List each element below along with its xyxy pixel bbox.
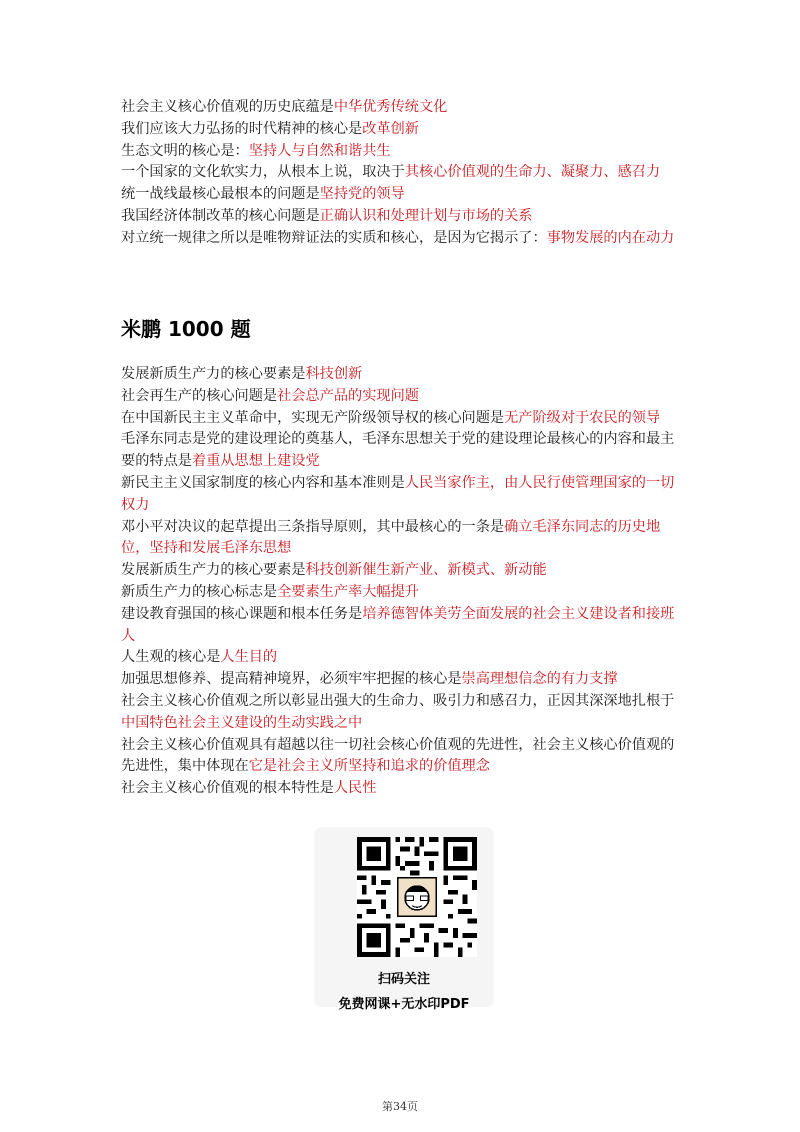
line-highlight: 事物发展的内在动力 xyxy=(546,229,675,246)
text-line xyxy=(121,119,681,141)
line-highlight: 它是社会主义所坚持和追求的价值理念 xyxy=(248,758,490,775)
text-line xyxy=(121,735,681,779)
line-highlight: 培养德智体美劳全面发展的社会主义建设者和接班人 xyxy=(121,605,675,644)
line-text: 对立统一规律之所以是唯物辩证法的实质和核心，是因为它揭示了： xyxy=(121,229,547,246)
line-highlight: 无产阶级对于农民的领导 xyxy=(504,409,661,426)
line-text: 建设教育强国的核心课题和根本任务是 xyxy=(121,605,363,622)
text-line xyxy=(121,669,681,691)
line-highlight: 人民性 xyxy=(333,780,377,797)
section-one-lines xyxy=(121,97,681,250)
line-highlight: 崇高理想信念的有力支撑 xyxy=(461,671,618,688)
line-highlight: 中国特色社会主义建设的生动实践之中 xyxy=(121,714,363,731)
text-line xyxy=(121,97,681,119)
text-line xyxy=(121,429,681,473)
line-text: 新民主主义国家制度的核心内容和基本准则是 xyxy=(121,474,405,491)
text-line xyxy=(121,560,681,582)
line-text: 社会主义核心价值观之所以彰显出强大的生命力、吸引力和感召力，正因其深深地扎根于 xyxy=(121,692,675,709)
line-text: 社会再生产的核心问题是 xyxy=(121,387,278,404)
line-highlight: 坚持党的领导 xyxy=(319,186,405,203)
text-line xyxy=(121,408,681,430)
qr-code-icon[interactable] xyxy=(357,837,477,957)
line-text: 在中国新民主主义革命中，实现无产阶级领导权的核心问题是 xyxy=(121,409,505,426)
line-highlight: 中华优秀传统文化 xyxy=(333,99,448,115)
line-text: 统一战线最核心最根本的问题是 xyxy=(121,186,320,203)
line-text: 我们应该大力弘扬的时代精神的核心是 xyxy=(121,120,363,137)
text-line xyxy=(121,228,681,250)
line-highlight: 全要素生产率大幅提升 xyxy=(277,583,419,600)
line-highlight: 坚持人与自然和谐共生 xyxy=(248,142,391,159)
line-text: 一个国家的文化软实力，从根本上说，取决于 xyxy=(121,164,405,181)
line-highlight: 人生目的 xyxy=(220,649,278,666)
text-line xyxy=(121,604,681,648)
line-text: 加强思想修养、提高精神境界，必须牢牢把握的核心是 xyxy=(121,671,462,688)
line-highlight: 其核心价值观的生命力、凝聚力、感召力 xyxy=(404,164,661,181)
line-text: 毛泽东同志是党的建设理论的奠基人，毛泽东思想关于党的建设理论最核心的内容和最主要的特点是 xyxy=(121,431,675,470)
text-line xyxy=(121,778,681,800)
line-text: 我国经济体制改革的核心问题是 xyxy=(121,207,320,224)
line-highlight: 正确认识和处理计划与市场的关系 xyxy=(319,207,533,224)
text-line xyxy=(121,364,681,386)
line-highlight: 科技创新 xyxy=(305,366,363,382)
line-text: 新质生产力的核心标志是 xyxy=(121,583,278,600)
line-text: 发展新质生产力的核心要素是 xyxy=(121,366,306,382)
text-line xyxy=(121,647,681,669)
line-highlight: 改革创新 xyxy=(362,120,419,137)
line-highlight: 着重从思想上建设党 xyxy=(191,453,320,470)
text-line xyxy=(121,206,681,228)
line-text: 发展新质生产力的核心要素是 xyxy=(121,562,306,579)
qr-caption-offer: 免费网课+无水印PDF xyxy=(338,997,470,1012)
line-text: 人生观的核心是 xyxy=(121,649,221,666)
text-line xyxy=(121,473,681,517)
line-highlight: 社会总产品的实现问题 xyxy=(277,387,419,404)
text-line xyxy=(121,517,681,561)
line-text: 社会主义核心价值观的根本特性是 xyxy=(121,780,334,797)
qr-caption-follow: 扫码关注 xyxy=(377,972,430,987)
text-line xyxy=(121,691,681,735)
page-number: 第34页 xyxy=(382,1100,418,1113)
line-highlight: 确立毛泽东同志的历史地位，坚持和发展毛泽东思想 xyxy=(121,518,661,557)
line-text: 邓小平对决议的起草提出三条指导原则，其中最核心的一条是 xyxy=(121,518,505,535)
text-line xyxy=(121,582,681,604)
text-line xyxy=(121,162,681,184)
text-line xyxy=(121,386,681,408)
line-highlight: 科技创新催生新产业、新模式、新动能 xyxy=(305,562,547,579)
text-line xyxy=(121,141,681,163)
line-text: 生态文明的核心是： xyxy=(121,142,249,159)
line-highlight: 人民当家作主，由人民行使管理国家的一切权力 xyxy=(121,474,675,513)
section-two-lines xyxy=(121,364,681,800)
line-text: 社会主义核心价值观具有超越以往一切社会核心价值观的先进性，社会主义核心价值观的先进性，集中体现在 xyxy=(121,736,675,775)
line-text: 社会主义核心价值观的历史底蕴是 xyxy=(121,99,334,115)
section-heading: 米鹏 1000 题 xyxy=(121,317,251,341)
text-line xyxy=(121,184,681,206)
